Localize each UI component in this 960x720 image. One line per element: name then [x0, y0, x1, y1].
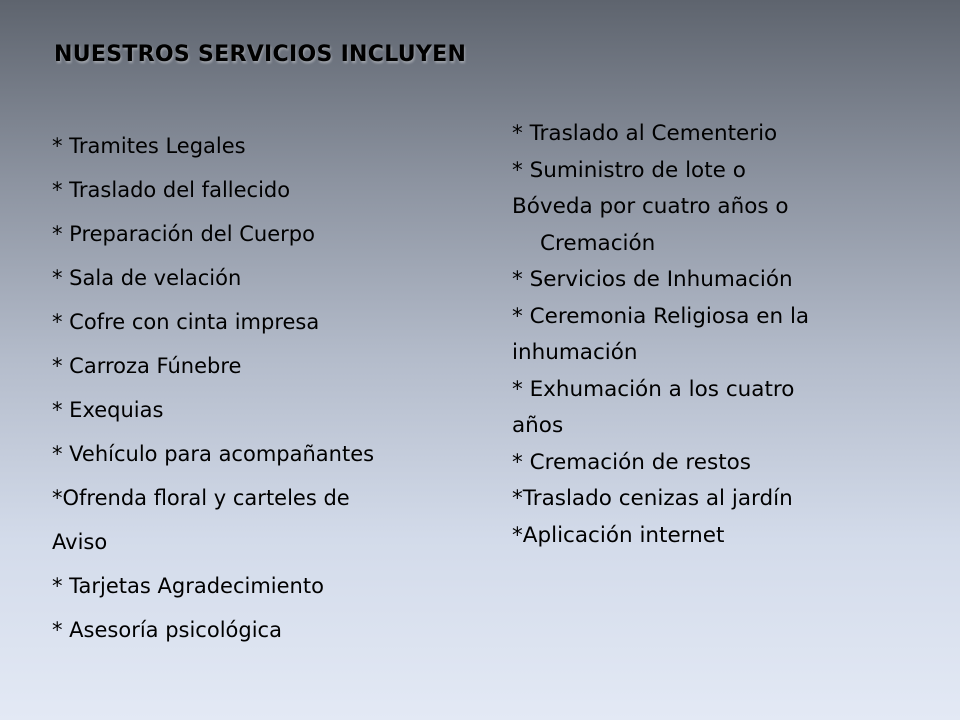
list-item: * Tramites Legales — [52, 134, 246, 158]
list-item: *Traslado cenizas al jardín — [512, 486, 793, 511]
services-list-left — [52, 124, 492, 652]
list-item: * Exequias — [52, 398, 164, 422]
list-item: *Ofrenda floral y carteles de — [52, 486, 350, 510]
list-item: * Asesoría psicológica — [52, 618, 282, 642]
list-item: años — [512, 413, 564, 438]
list-item: * Servicios de Inhumación — [512, 267, 793, 292]
list-item: * Exhumación a los cuatro — [512, 376, 795, 402]
list-item: * Cofre con cinta impresa — [52, 310, 320, 334]
list-item: Bóveda por cuatro años o — [512, 194, 789, 219]
list-item: * Vehículo para acompañantes — [52, 442, 375, 466]
list-item: * Ceremonia Religiosa en la — [512, 303, 810, 329]
list-item: * Tarjetas Agradecimiento — [52, 574, 324, 598]
services-list-right — [512, 116, 922, 554]
slide-title: NUESTROS SERVICIOS INCLUYEN — [54, 42, 467, 67]
list-item: Aviso — [52, 530, 108, 554]
list-item: * Cremación de restos — [512, 449, 752, 475]
list-item: * Suministro de lote o — [512, 157, 746, 183]
list-item: inhumación — [512, 340, 638, 365]
list-item: * Sala de velación — [52, 266, 242, 290]
list-item: * Preparación del Cuerpo — [52, 222, 315, 246]
list-item: * Traslado del fallecido — [52, 178, 291, 202]
list-item: * Traslado al Cementerio — [512, 121, 778, 146]
list-item: *Aplicación internet — [512, 522, 725, 548]
list-item: Cremación — [540, 230, 656, 256]
list-item: * Carroza Fúnebre — [52, 354, 242, 378]
